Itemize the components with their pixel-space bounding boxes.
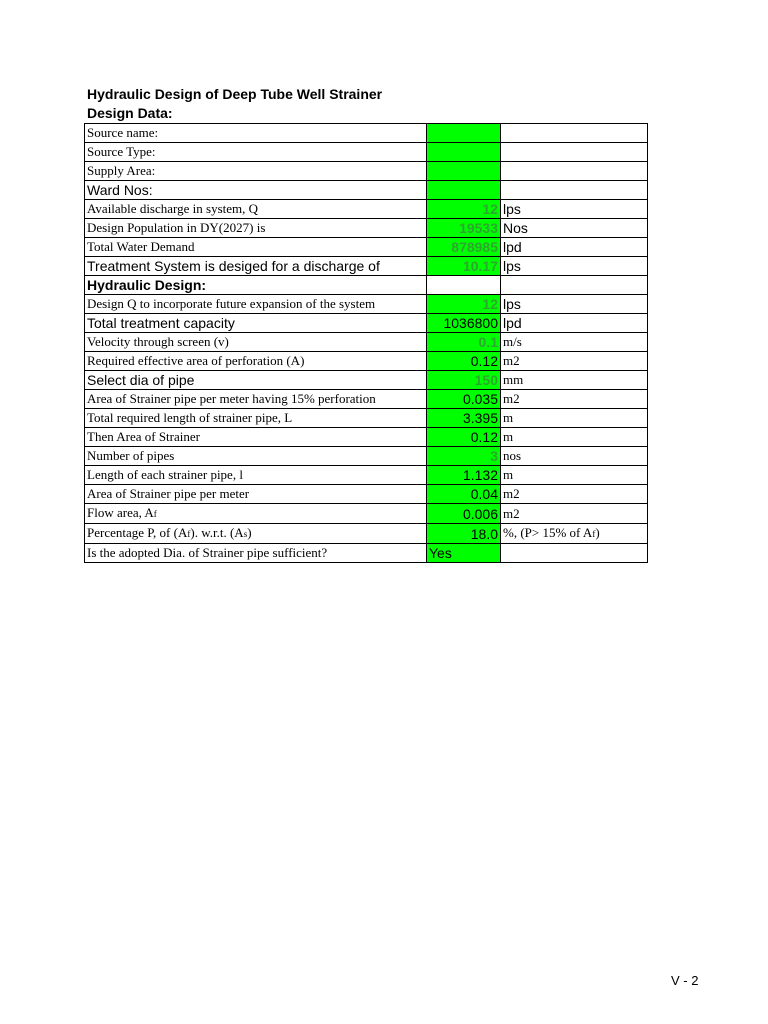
row-label-text: Flow area, A: [87, 505, 154, 520]
table-row: [85, 428, 648, 447]
row-label: Total Water Demand: [85, 238, 427, 257]
row-label: Select dia of pipe: [85, 371, 427, 390]
row-value[interactable]: [427, 143, 501, 162]
table-row: [85, 257, 648, 276]
row-unit: [501, 276, 648, 295]
table-row: [85, 200, 648, 219]
row-label: Treatment System is desiged for a discharge of: [85, 257, 427, 276]
table-row: [85, 162, 648, 181]
row-unit: m: [501, 466, 648, 485]
table-row: [85, 333, 648, 352]
row-value[interactable]: [427, 124, 501, 143]
row-value[interactable]: 878985: [427, 238, 501, 257]
row-unit: lps: [501, 257, 648, 276]
row-unit: [501, 524, 648, 544]
row-unit: [501, 124, 648, 143]
row-label: Velocity through screen (v): [85, 333, 427, 352]
table-row: [85, 544, 648, 563]
table-row: [85, 295, 648, 314]
row-label: Length of each strainer pipe, l: [85, 466, 427, 485]
table-row: [85, 524, 648, 544]
row-label: Design Q to incorporate future expansion of the system: [85, 295, 427, 314]
row-label: Supply Area:: [85, 162, 427, 181]
row-value[interactable]: Yes: [427, 544, 501, 563]
row-value[interactable]: 1.132: [427, 466, 501, 485]
row-value[interactable]: 150: [427, 371, 501, 390]
row-unit: [501, 162, 648, 181]
row-label: Number of pipes: [85, 447, 427, 466]
row-value[interactable]: 19533: [427, 219, 501, 238]
design-table: [84, 123, 648, 563]
table-row: [85, 124, 648, 143]
row-unit-text: ): [595, 525, 600, 540]
row-unit: lps: [501, 295, 648, 314]
table-row: [85, 409, 648, 428]
row-value[interactable]: 0.12: [427, 428, 501, 447]
row-label: [85, 504, 427, 524]
subscript: f: [153, 509, 157, 519]
row-unit: m: [501, 428, 648, 447]
row-label: Ward Nos:: [85, 181, 427, 200]
table-row: [85, 276, 648, 295]
row-unit: [501, 544, 648, 563]
row-unit: m2: [501, 485, 648, 504]
row-label-text: ). w.r.t. (A: [190, 525, 244, 540]
row-unit: m/s: [501, 333, 648, 352]
row-unit: m2: [501, 390, 648, 409]
row-label: Total treatment capacity: [85, 314, 427, 333]
table-row: [85, 238, 648, 257]
row-value[interactable]: 0.1: [427, 333, 501, 352]
row-label: Design Population in DY(2027) is: [85, 219, 427, 238]
row-label: Available discharge in system, Q: [85, 200, 427, 219]
row-value[interactable]: 0.12: [427, 352, 501, 371]
row-unit: [501, 143, 648, 162]
table-row: [85, 466, 648, 485]
document-title: Hydraulic Design of Deep Tube Well Strainer: [87, 86, 383, 102]
section-heading-design-data: Design Data:: [87, 105, 173, 121]
table-row: [85, 485, 648, 504]
row-unit: lpd: [501, 314, 648, 333]
row-unit: m: [501, 409, 648, 428]
subscript: s: [243, 529, 248, 539]
row-value[interactable]: [427, 162, 501, 181]
row-label: Area of Strainer pipe per meter having 15% perforation: [85, 390, 427, 409]
row-unit: Nos: [501, 219, 648, 238]
row-value[interactable]: 3: [427, 447, 501, 466]
page-number: V - 2: [671, 973, 699, 988]
row-value: [427, 276, 501, 295]
table-row: [85, 447, 648, 466]
row-unit: lps: [501, 200, 648, 219]
table-row: [85, 390, 648, 409]
row-value[interactable]: 12: [427, 295, 501, 314]
row-unit: lpd: [501, 238, 648, 257]
table-row: [85, 219, 648, 238]
row-unit-text: %, (P> 15% of A: [503, 525, 593, 540]
section-heading-hydraulic-design: Hydraulic Design:: [85, 276, 427, 295]
row-label: Is the adopted Dia. of Strainer pipe sufficient?: [85, 544, 427, 563]
row-value[interactable]: 1036800: [427, 314, 501, 333]
row-label-text: ): [247, 525, 252, 540]
row-value[interactable]: 0.04: [427, 485, 501, 504]
row-value[interactable]: 0.006: [427, 504, 501, 524]
row-label: Required effective area of perforation (A): [85, 352, 427, 371]
row-unit: nos: [501, 447, 648, 466]
subscript: f: [592, 529, 596, 539]
row-label: Source Type:: [85, 143, 427, 162]
row-label-text: Percentage P, of (A: [87, 525, 188, 540]
row-value[interactable]: 18.0: [427, 524, 501, 544]
row-label: Total required length of strainer pipe, L: [85, 409, 427, 428]
row-unit: m2: [501, 504, 648, 524]
row-unit: m2: [501, 352, 648, 371]
table-row: [85, 371, 648, 390]
table-row: [85, 143, 648, 162]
row-label: [85, 524, 427, 544]
row-unit: [501, 181, 648, 200]
row-value[interactable]: 10.17: [427, 257, 501, 276]
subscript: f: [187, 529, 191, 539]
row-label: Area of Strainer pipe per meter: [85, 485, 427, 504]
row-value[interactable]: 12: [427, 200, 501, 219]
row-value[interactable]: 3.395: [427, 409, 501, 428]
row-label: Then Area of Strainer: [85, 428, 427, 447]
table-row: [85, 352, 648, 371]
row-unit: mm: [501, 371, 648, 390]
table-row: [85, 314, 648, 333]
row-value[interactable]: 0.035: [427, 390, 501, 409]
row-label: Source name:: [85, 124, 427, 143]
row-value[interactable]: [427, 181, 501, 200]
table-row: [85, 504, 648, 524]
table-row: [85, 181, 648, 200]
